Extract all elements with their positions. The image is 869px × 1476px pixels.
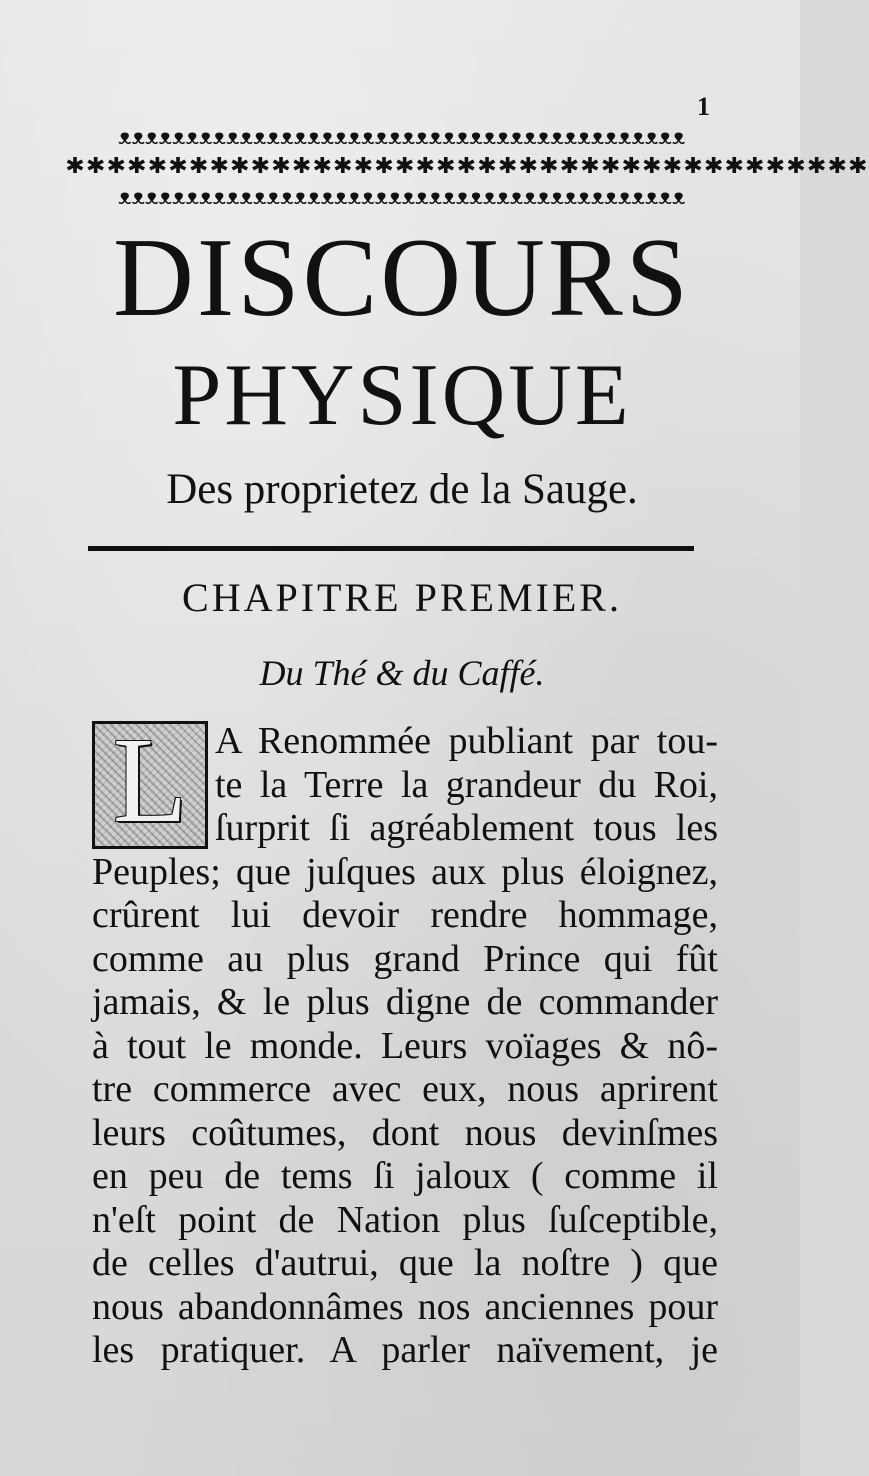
text-line: de celles d'autrui, que la noſtre ) que xyxy=(92,1242,718,1284)
main-title: DISCOURS xyxy=(113,216,691,340)
text-line: crûrent lui devoir rendre hommage, xyxy=(92,894,718,936)
text-line: te la Terre la grandeur du Roi, xyxy=(215,763,718,806)
subtitle: Des proprietez de la Sauge. xyxy=(166,466,638,513)
headpiece-ornament xyxy=(65,122,869,214)
text-line: tre commerce avec eux, nous aprirent xyxy=(92,1068,718,1110)
text-line: comme au plus grand Prince qui fût xyxy=(92,937,718,980)
text-line: n'eſt point de Nation plus ſuſceptible, xyxy=(92,1198,718,1241)
text-line: ſurprit ſi agréablement tous les xyxy=(215,807,718,849)
text-line: à tout le monde. Leurs voïages & nô- xyxy=(92,1024,718,1067)
section-title: Du Thé & du Caffé. xyxy=(259,653,545,693)
text-line: nous abandonnâmes nos anciennes pour xyxy=(92,1285,718,1328)
text-line: en peu de tems ſi jaloux ( comme il xyxy=(92,1155,718,1197)
text-line: les pratiquer. A parler naïvement, je xyxy=(92,1329,718,1371)
ornament-bottom-pattern: ᴥᴥᴥᴥᴥᴥᴥᴥᴥᴥᴥᴥᴥᴥᴥᴥᴥᴥᴥᴥᴥᴥᴥᴥᴥᴥᴥᴥᴥᴥᴥᴥᴥᴥᴥᴥᴥᴥᴥᴥᴥᴥ xyxy=(118,185,686,209)
secondary-title: PHYSIQUE xyxy=(172,347,632,444)
ornament-row-middle xyxy=(65,152,869,182)
text-line: A Renommée publiant par tou- xyxy=(215,720,718,762)
ornament-row-bottom xyxy=(88,182,716,212)
chapter-title: CHAPITRE PREMIER. xyxy=(182,575,622,620)
text-line: leurs coûtumes, dont nous devinſmes xyxy=(92,1111,718,1154)
body-text xyxy=(92,713,718,1373)
ornament-middle-pattern: ✱✱✱✱✱✱✱✱✱✱✱✱✱✱✱✱✱✱✱✱✱✱✱✱✱✱✱✱✱✱✱✱✱✱✱✱✱✱✱ xyxy=(65,154,869,179)
ornament-row-top xyxy=(88,122,716,152)
text-line: Peuples; que juſques aux plus éloignez, xyxy=(92,850,718,893)
text-line: jamais, & le plus digne de commander xyxy=(92,981,718,1023)
page-number: 1 xyxy=(697,92,710,121)
ornament-top-pattern: ᴥᴥᴥᴥᴥᴥᴥᴥᴥᴥᴥᴥᴥᴥᴥᴥᴥᴥᴥᴥᴥᴥᴥᴥᴥᴥᴥᴥᴥᴥᴥᴥᴥᴥᴥᴥᴥᴥᴥᴥᴥᴥ xyxy=(118,125,686,149)
drop-cap-letter: L xyxy=(112,713,188,848)
title-divider xyxy=(88,546,694,551)
